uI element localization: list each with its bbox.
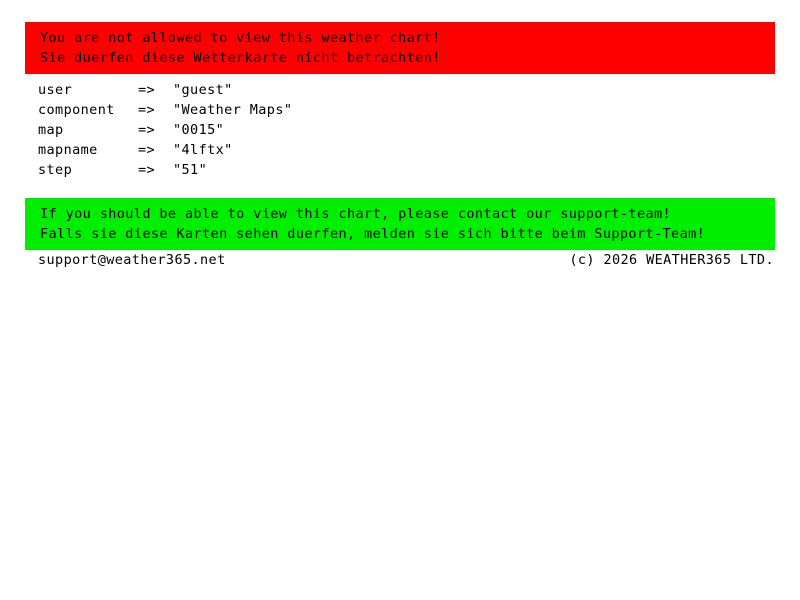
copyright-text: (c) 2026 WEATHER365 LTD.: [569, 252, 774, 268]
param-value: "4lftx": [173, 142, 233, 158]
param-key: mapname: [38, 142, 98, 158]
param-value: "51": [173, 162, 208, 178]
param-arrow: =>: [138, 162, 156, 178]
error-banner: [25, 22, 775, 74]
table-row: [38, 120, 292, 140]
param-arrow: =>: [138, 142, 156, 158]
table-row: [38, 160, 292, 180]
param-value: "Weather Maps": [173, 102, 293, 118]
param-arrow: =>: [138, 102, 156, 118]
param-key: map: [38, 122, 64, 138]
parameter-table: [38, 80, 292, 180]
table-row: [38, 80, 292, 100]
footer: [38, 250, 774, 270]
param-key: step: [38, 162, 73, 178]
parameter-list: [38, 80, 292, 180]
param-arrow: =>: [138, 122, 156, 138]
table-row: [38, 140, 292, 160]
param-key: component: [38, 102, 115, 118]
param-value: "guest": [173, 82, 233, 98]
error-banner-line-de: Sie duerfen diese Wetterkarte nicht betrachten!: [40, 50, 441, 66]
param-arrow: =>: [138, 82, 156, 98]
support-banner-line-en: If you should be able to view this chart, please contact our support-team!: [40, 206, 672, 222]
error-banner-line-en: You are not allowed to view this weather chart!: [40, 30, 441, 46]
table-row: [38, 100, 292, 120]
support-banner: [25, 198, 775, 250]
support-banner-line-de: Falls sie diese Karten sehen duerfen, melden sie sich bitte beim Support-Team!: [40, 226, 706, 242]
support-email-link[interactable]: support@weather365.net: [38, 252, 226, 268]
param-value: "0015": [173, 122, 225, 138]
param-key: user: [38, 82, 73, 98]
